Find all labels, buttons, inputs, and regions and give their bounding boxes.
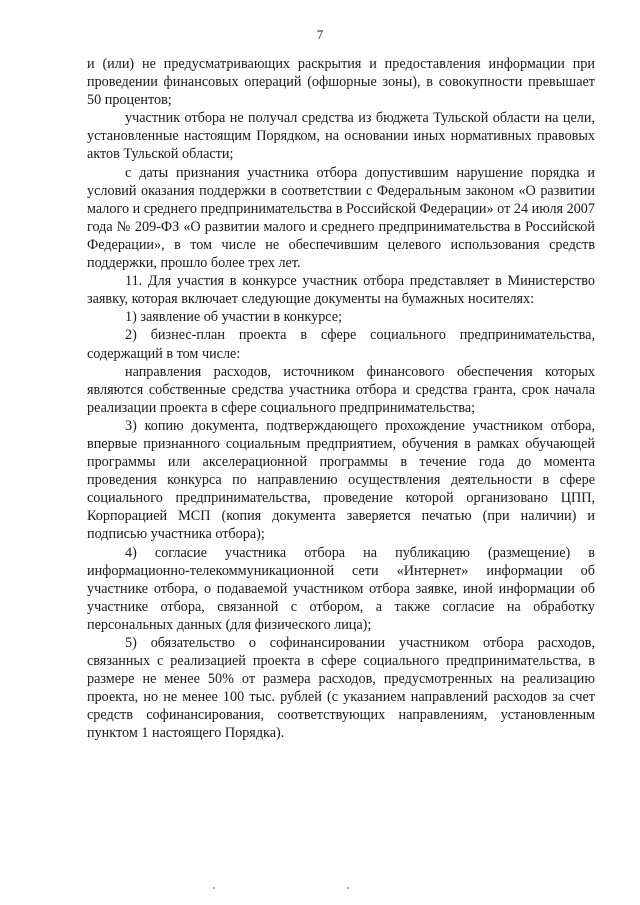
paragraph: 5) обязательство о софинансировании участником отбора расходов, связанных с реализацией проекта в сфере социального предпринимательства, в размере не менее 50% от размера расходов, предусмотренных на реализацию проекта, но не менее 100 тыс. рублей (с указанием направлений расходов за счет средств софинансирования, соответствующих направлениям, установленным пунктом 1 настоящего Порядка). xyxy=(87,635,595,742)
scan-artifact xyxy=(213,887,215,889)
scan-artifact xyxy=(347,887,349,889)
page-number: 7 xyxy=(316,27,324,42)
paragraph: участник отбора не получал средства из бюджета Тульской области на цели, установленные настоящим Порядком, на основании иных нормативных правовых актов Тульской области; xyxy=(87,110,595,163)
paragraph: 4) согласие участника отбора на публикацию (размещение) в информационно-телекоммуникационной сети «Интернет» информации об участнике отбора, о подаваемой участником отбора заявке, иной информации об участнике отбора, связанной с отбором, а также согласие на обработку персональных данных (для физического лица); xyxy=(87,544,595,633)
paragraph: 11. Для участия в конкурсе участник отбора представляет в Министерство заявку, которая включает следующие документы на бумажных носителях: xyxy=(87,273,595,308)
document-body xyxy=(87,55,595,743)
paragraph: 3) копию документа, подтверждающего прохождение участником отбора, впервые признанного социальным предприятием, обучения в рамках обучающей программы или акселерационной программы в течение года до момента проведения конкурса по направлению осуществления деятельности в сфере социального предпринимательства, проведение которой организовано ЦПП, Корпорацией МСП (копия документа заверяется печатью (при наличии) и подписью участника отбора); xyxy=(87,417,595,543)
paragraph: и (или) не предусматривающих раскрытия и предоставления информации при проведении финансовых операций (офшорные зоны), в совокупности превышает 50 процентов; xyxy=(87,56,595,109)
paragraph: с даты признания участника отбора допустившим нарушение порядка и условий оказания поддержки в соответствии с Федеральным законом «О развитии малого и среднего предпринимательства в Российской Федерации» от 24 июля 2007 года № 209-ФЗ «О развитии малого и среднего предпринимательства в Российской Федерации», в том числе не обеспечившим целевого использования средств поддержки, прошло более трех лет. xyxy=(87,164,595,272)
paragraph: 2) бизнес-план проекта в сфере социального предпринимательства, содержащий в том числе: xyxy=(87,327,595,362)
paragraph: направления расходов, источником финансового обеспечения которых являются собственные средства участника отбора и средства гранта, срок начала реализации проекта в сфере социального предпринимательства; xyxy=(87,363,595,416)
paragraph: 1) заявление об участии в конкурсе; xyxy=(125,309,343,326)
